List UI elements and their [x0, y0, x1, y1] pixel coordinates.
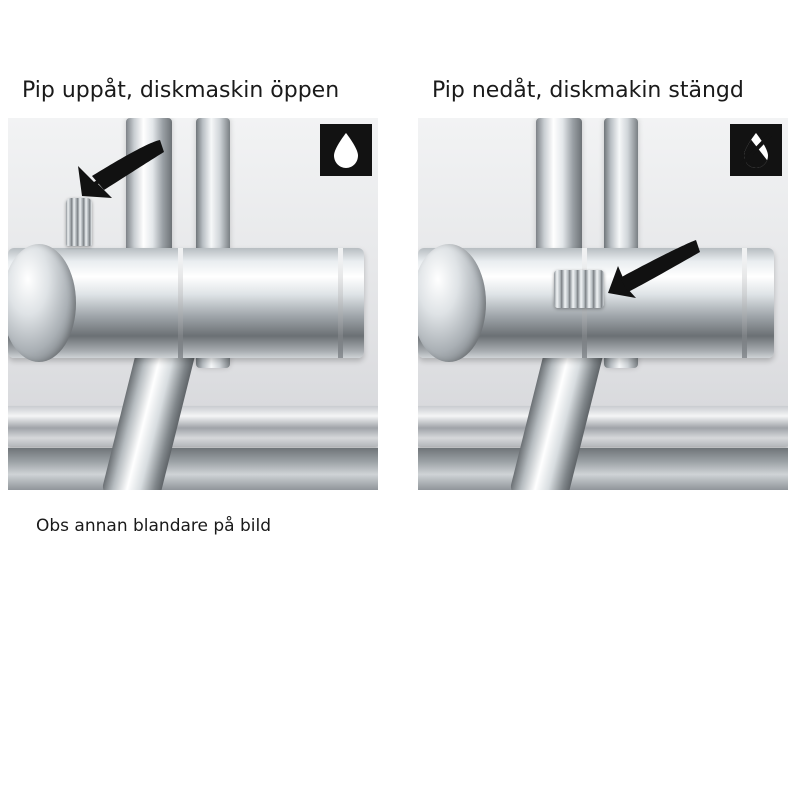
figure-caption: Obs annan blandare på bild — [36, 516, 272, 536]
figure-right-border — [418, 118, 788, 490]
heading-right: Pip nedåt, diskmakin stängd — [432, 78, 744, 103]
heading-left: Pip uppåt, diskmaskin öppen — [22, 78, 340, 103]
figure-right — [418, 118, 788, 490]
figure-left — [8, 118, 378, 490]
figure-left-border — [8, 118, 378, 490]
